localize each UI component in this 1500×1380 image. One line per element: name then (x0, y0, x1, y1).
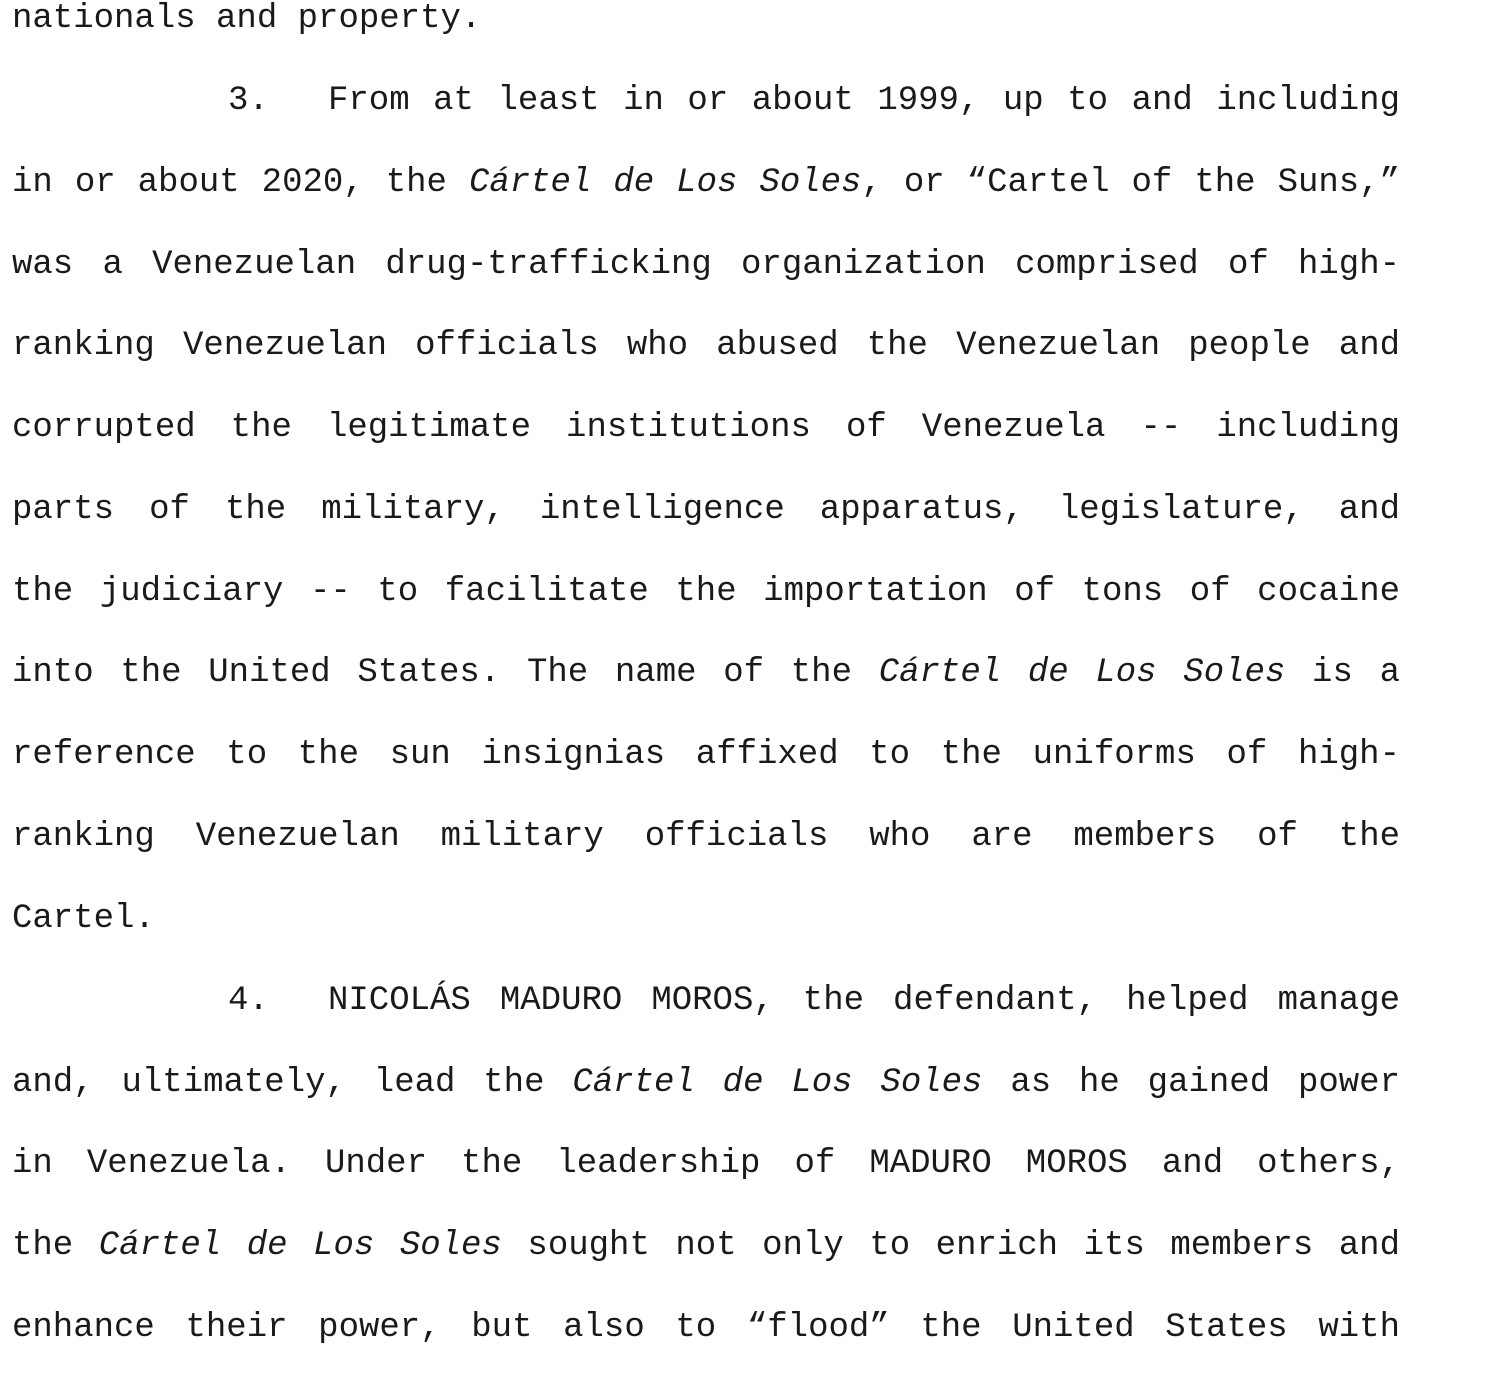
paragraph-3-first-line (228, 76, 1400, 126)
text-segment: sought not only to enrich its members and (501, 1227, 1400, 1265)
text-line-10: reference to the sun insignias affixed to the uniforms of high- (12, 736, 1400, 774)
text-line-2: From at least in or about 1999, up to and including (328, 82, 1400, 120)
text-line-14 (12, 1058, 1400, 1108)
text-segment: and, ultimately, lead the (12, 1064, 573, 1102)
text-segment: is a (1285, 654, 1400, 692)
paragraph-4-first-line (228, 976, 1400, 1026)
text-line-15: in Venezuela. Under the leadership of MADURO MOROS and others, (12, 1145, 1400, 1183)
text-line-6: corrupted the legitimate institutions of Venezuela -- including (12, 409, 1400, 447)
text-line-7: parts of the military, intelligence apparatus, legislature, and (12, 491, 1400, 529)
text-line-5: ranking Venezuelan officials who abused the Venezuelan people and (12, 327, 1400, 365)
text-segment: into the United States. The name of the (12, 654, 879, 692)
text-line-9 (12, 648, 1400, 698)
italic-term: Cártel de Los Soles (878, 654, 1286, 692)
paragraph-number-4: 4. (228, 982, 269, 1020)
text-segment: in or about 2020, the (12, 164, 469, 202)
text-line-17: enhance their power, but also to “flood” the United States with (12, 1309, 1400, 1347)
text-line-3 (12, 158, 1400, 208)
text-line-12: Cartel. (12, 900, 155, 938)
text-segment: as he gained power (982, 1064, 1400, 1102)
text-line-11: ranking Venezuelan military officials who are members of the (12, 818, 1400, 856)
paragraph-number-3: 3. (228, 82, 269, 120)
text-line-1: nationals and property. (12, 0, 482, 38)
italic-term: Cártel de Los Soles (572, 1064, 983, 1102)
italic-term: Cártel de Los Soles (98, 1227, 502, 1265)
italic-term: Cártel de Los Soles (468, 164, 862, 202)
text-line-16 (12, 1221, 1400, 1271)
text-line-8: the judiciary -- to facilitate the importation of tons of cocaine (12, 573, 1400, 611)
text-line-4: was a Venezuelan drug-trafficking organization comprised of high- (12, 246, 1400, 284)
text-line-13: NICOLÁS MADURO MOROS, the defendant, helped manage (328, 982, 1400, 1020)
text-segment: the (12, 1227, 99, 1265)
text-segment: , or “Cartel of the Suns,” (861, 164, 1400, 202)
